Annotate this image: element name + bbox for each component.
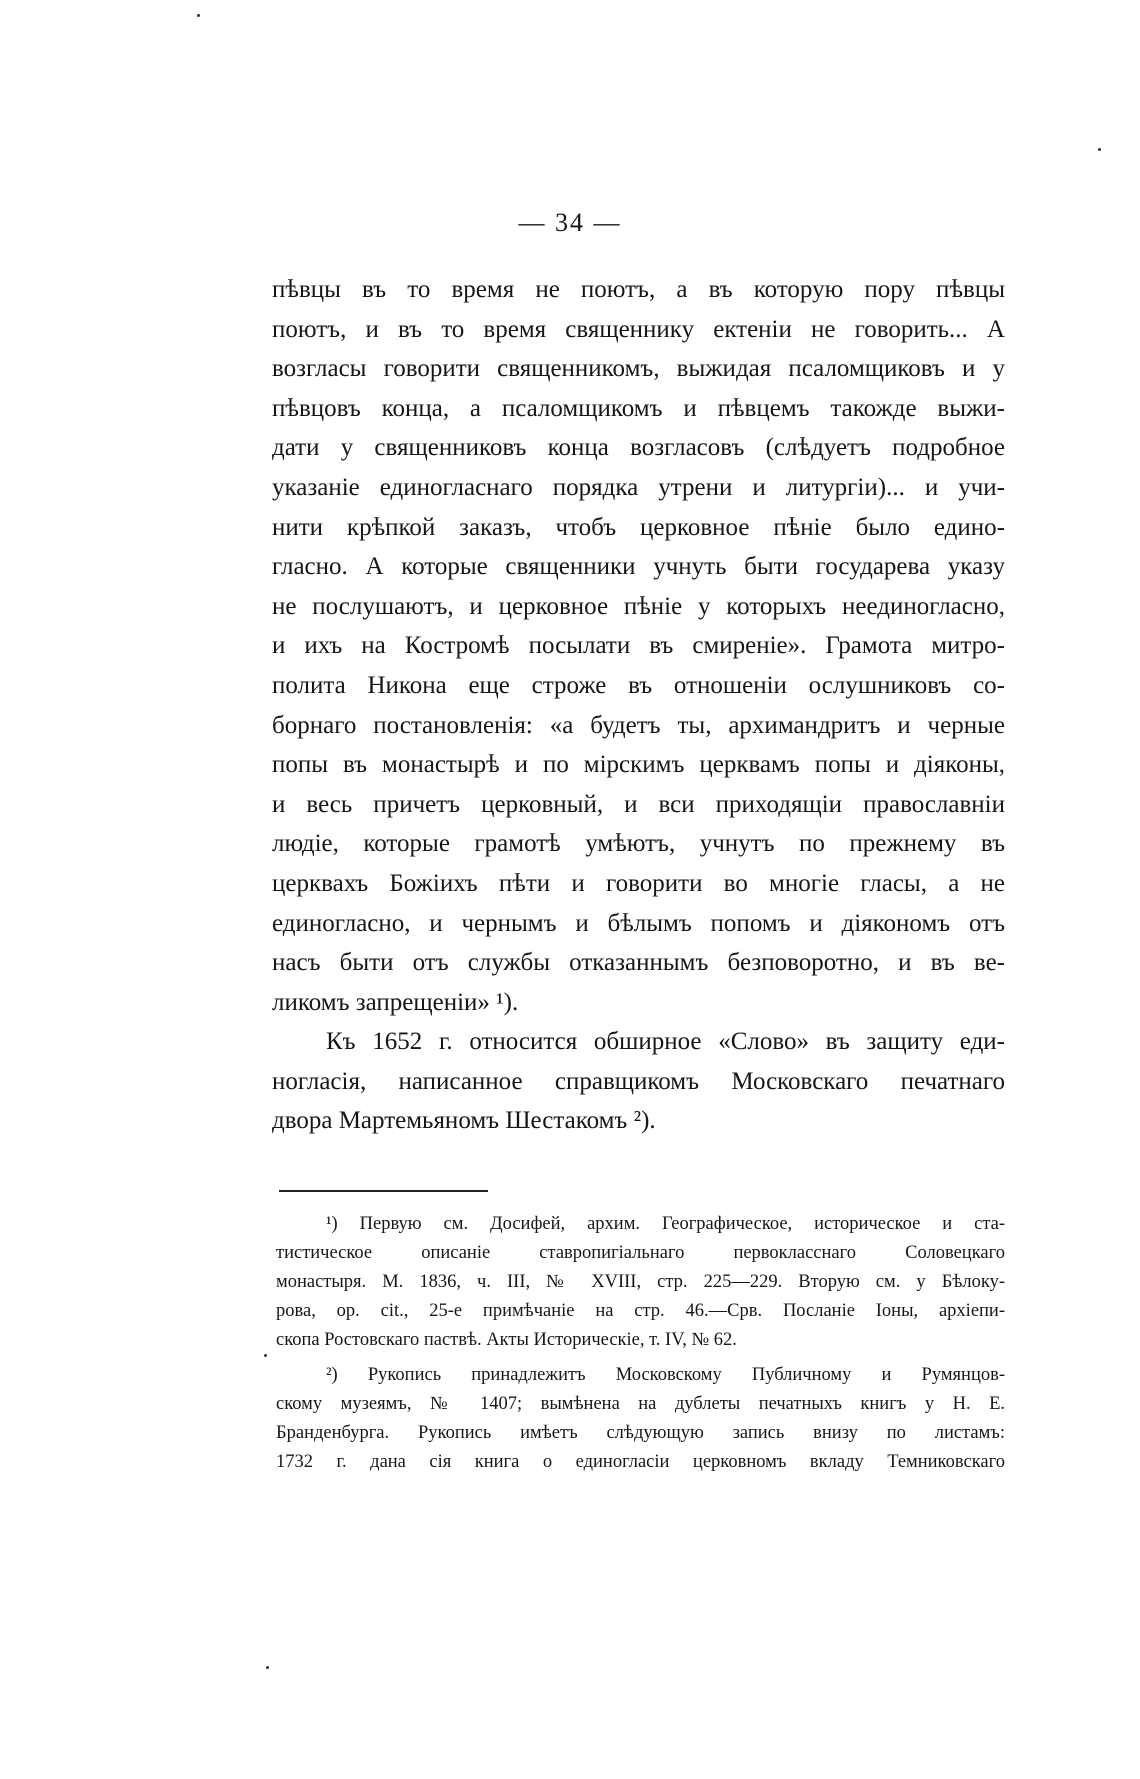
- text-line: гласно. А которые священники учнуть быти государева указу: [272, 553, 1005, 581]
- scan-speck: [264, 1354, 267, 1357]
- text-line: не послушаютъ, и церковное пѣніе у которыхъ неединогласно,: [272, 592, 1005, 620]
- scan-speck: [1098, 148, 1101, 151]
- scan-speck: [266, 1666, 269, 1669]
- page-number: — 34 —: [518, 208, 622, 237]
- footnote-2-line: скому музеямъ, № 1407; вымѣнена на дублеты печатныхъ книгъ у Н. Е.: [276, 1394, 1005, 1414]
- text-line: пѣвцовъ конца, а псаломщикомъ и пѣвцемъ такожде выжи-: [272, 394, 1005, 422]
- paragraph-end-line: ликомъ запрещеніи» ¹).: [272, 988, 519, 1016]
- text-line: нити крѣпкой заказъ, чтобъ церковное пѣніе было едино-: [272, 513, 1005, 541]
- paragraph-end-line: двора Мартемьяномъ Шестакомъ ²).: [272, 1107, 656, 1135]
- text-line: людіе, которые грамотѣ умѣютъ, учнутъ по прежнему въ: [272, 830, 1005, 858]
- scan-speck: [197, 14, 200, 17]
- footnote-1-line: ¹) Первую см. Досифей, архим. Географическое, историческое и ста-: [326, 1214, 1005, 1234]
- text-line: дати у священниковъ конца возгласовъ (слѣдуетъ подробное: [272, 434, 1005, 462]
- text-line: возгласы говорити священникомъ, выжидая псаломщиковъ и у: [272, 355, 1005, 383]
- footnote-2-line: 1732 г. дана сія книга о единогласіи церковномъ вкладу Темниковскаго: [276, 1452, 1005, 1472]
- text-line: церквахъ Божіихъ пѣти и говорити во многіе гласы, а не: [272, 869, 1005, 897]
- text-line: пѣвцы въ то время не поютъ, а въ которую пору пѣвцы: [272, 276, 1005, 303]
- footnote-2-line: ²) Рукопись принадлежитъ Московскому Публичному и Румянцов-: [326, 1365, 1005, 1385]
- text-line: полита Никона еще строже въ отношеніи ослушниковъ со-: [272, 671, 1005, 699]
- text-line: попы въ монастырѣ и по мірскимъ церквамъ попы и діяконы,: [272, 751, 1005, 779]
- footnote-1-line: монастыря. М. 1836, ч. III, № XVIII, стр. 225—229. Вторую см. у Бѣлоку-: [276, 1272, 1005, 1292]
- footnote-1-line: скопа Ростовскаго паствѣ. Акты Историческіе, т. IV, № 62.: [276, 1330, 737, 1350]
- text-line: и весь причетъ церковный, и вси приходящіи православніи: [272, 790, 1005, 818]
- footnotes: [276, 1210, 1005, 1477]
- text-line: насъ быти отъ службы отказаннымъ безповоротно, и въ ве-: [272, 949, 1005, 977]
- text-line: единогласно, и чернымъ и бѣлымъ попомъ и діякономъ отъ: [272, 909, 1005, 937]
- main-text: [272, 270, 1005, 1141]
- text-line: поютъ, и въ то время священнику ектеніи не говорить... А: [272, 315, 1005, 343]
- text-line: борнаго постановленія: «а будетъ ты, архимандритъ и черные: [272, 711, 1005, 739]
- footnote-1-line: тистическое описаніе ставропигіальнаго первокласснаго Соловецкаго: [276, 1243, 1005, 1263]
- footnote-2-line: Бранденбурга. Рукопись имѣетъ слѣдующую запись внизу по листамъ:: [276, 1423, 1005, 1443]
- paragraph-start-line: Къ 1652 г. относится обширное «Слово» въ защиту еди-: [326, 1028, 1005, 1056]
- footnote-1-line: рова, op. cit., 25-е примѣчаніе на стр. 46.—Срв. Посланіе Іоны, архіепи-: [276, 1301, 1005, 1321]
- text-line: и ихъ на Костромѣ посылати въ смиреніе». Грамота митро-: [272, 632, 1005, 660]
- text-line: ногласія, написанное справщикомъ Московскаго печатнаго: [272, 1067, 1005, 1095]
- footnote-separator: [279, 1190, 488, 1192]
- text-line: указаніе единогласнаго порядка утрени и литургіи)... и учи-: [272, 473, 1005, 501]
